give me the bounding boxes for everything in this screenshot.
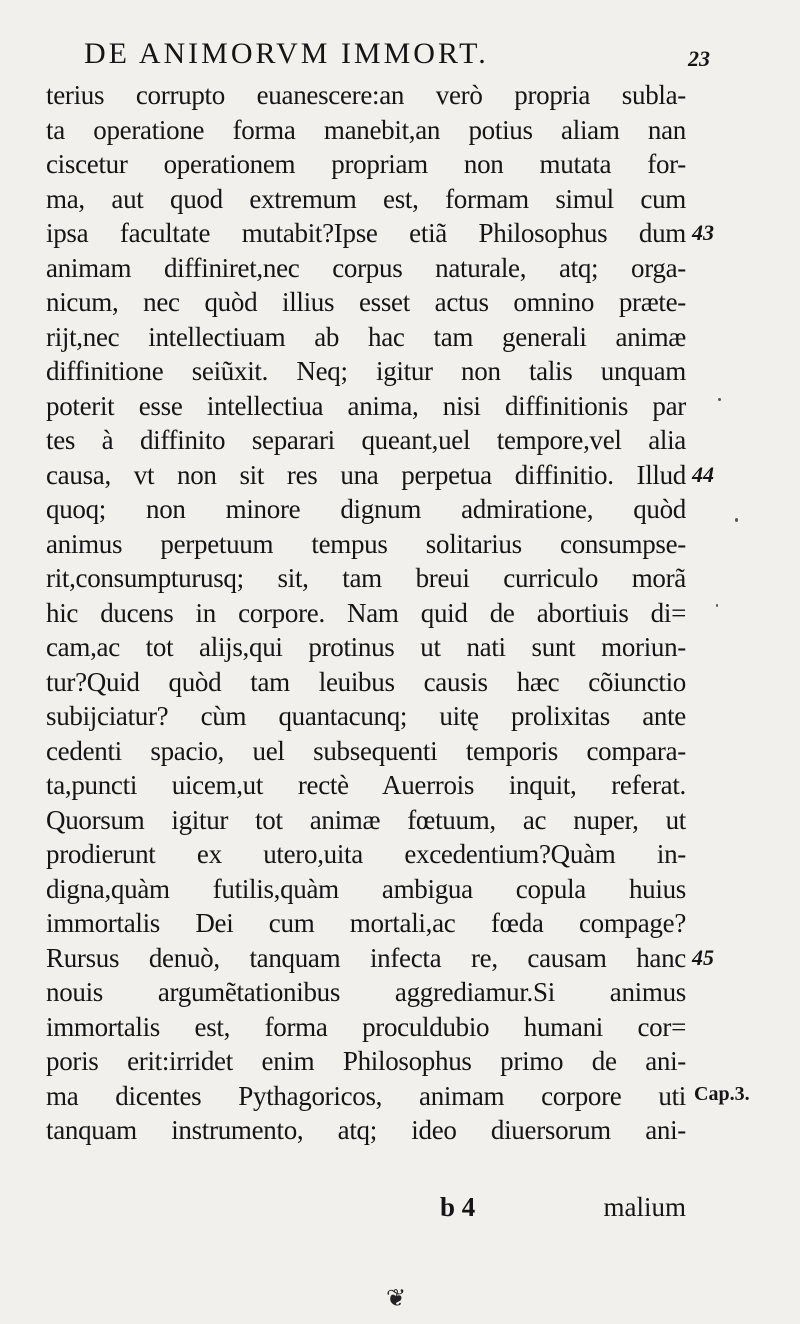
text-line: ciscetur operationem propriam non mutata for- <box>46 149 686 179</box>
text-line: animus perpetuum tempus solitarius consumpse- <box>46 528 686 559</box>
text-line: poterit esse intellectiua anima, nisi diffinitionis par <box>46 390 686 421</box>
marginal-note: 44 <box>692 461 714 487</box>
text-line: ta operatione forma manebit,an potius aliam nan <box>46 114 686 145</box>
text-line: terius corrupto euanescere:an verò propria subla- <box>46 80 686 110</box>
marginal-note: 45 <box>692 944 714 970</box>
running-title: DE ANIMORVM IMMORT. <box>84 37 489 70</box>
text-line: ma dicentes Pythagoricos, animam corpore uti <box>46 1080 686 1111</box>
text-line: cam,ac tot alijs,qui protinus ut nati sunt moriun- <box>46 632 686 662</box>
printer-ornament-icon: ❦ <box>386 1286 407 1312</box>
text-line: cedenti spacio, uel subsequenti temporis compara- <box>46 735 686 766</box>
text-line: digna,quàm futilis,quàm ambigua copula huius <box>46 873 686 904</box>
text-line: rijt,nec intellectiuam ab hac tam generali animæ <box>46 321 686 352</box>
text-line: ipsa facultate mutabit?Ipse etiã Philosophus dum <box>46 218 686 248</box>
text-line: tanquam instrumento, atq; ideo diuersorum ani- <box>46 1115 686 1145</box>
text-line: Rursus denuò, tanquam infecta re, causam hanc <box>46 942 686 973</box>
page-number: 23 <box>688 46 710 71</box>
text-line: rit,consumpturusq; sit, tam breui curriculo morã <box>46 563 686 593</box>
catchword: malium <box>603 1192 686 1222</box>
text-line: ta,puncti uicem,ut rectè Auerrois inquit, referat. <box>46 770 686 800</box>
signature-mark: b 4 <box>440 1192 476 1222</box>
text-line: animam diffiniret,nec corpus naturale, atq; orga- <box>46 252 686 283</box>
body-text <box>46 78 686 1148</box>
text-line: nicum, nec quòd illius esset actus omnino præte- <box>46 287 686 317</box>
marginal-note: 43 <box>692 220 714 245</box>
text-line: nouis argumẽtationibus aggrediamur.Si animus <box>46 977 686 1007</box>
text-line: quoq; non minore dignum admiratione, quòd <box>46 494 686 524</box>
text-line: immortalis Dei cum mortali,ac fœda compage? <box>46 908 686 938</box>
text-line: subijciatur? cùm quantacunq; uitę prolixitas ante <box>46 701 686 731</box>
text-line: immortalis est, forma proculdubio humani cor= <box>46 1011 686 1042</box>
text-line: tes à diffinito separari queant,uel tempore,vel alia <box>46 425 686 455</box>
text-line: diffinitione seiũxit. Neq; igitur non talis unquam <box>46 356 686 386</box>
text-line: hic ducens in corpore. Nam quid de abortiuis di= <box>46 597 686 628</box>
marginal-note: Cap.3. <box>694 1082 750 1105</box>
text-line: poris erit:irridet enim Philosophus primo de ani- <box>46 1046 686 1076</box>
text-line: prodierunt ex utero,uita excedentium?Quàm in- <box>46 839 686 869</box>
page-footer <box>440 1192 686 1228</box>
text-line: Quorsum igitur tot animæ fœtuum, ac nuper, ut <box>46 804 686 835</box>
text-line: tur?Quid quòd tam leuibus causis hæc cõiunctio <box>46 666 686 697</box>
text-line: ma, aut quod extremum est, formam simul cum <box>46 183 686 214</box>
text-line: causa, vt non sit res una perpetua diffinitio. Illud <box>46 459 686 490</box>
